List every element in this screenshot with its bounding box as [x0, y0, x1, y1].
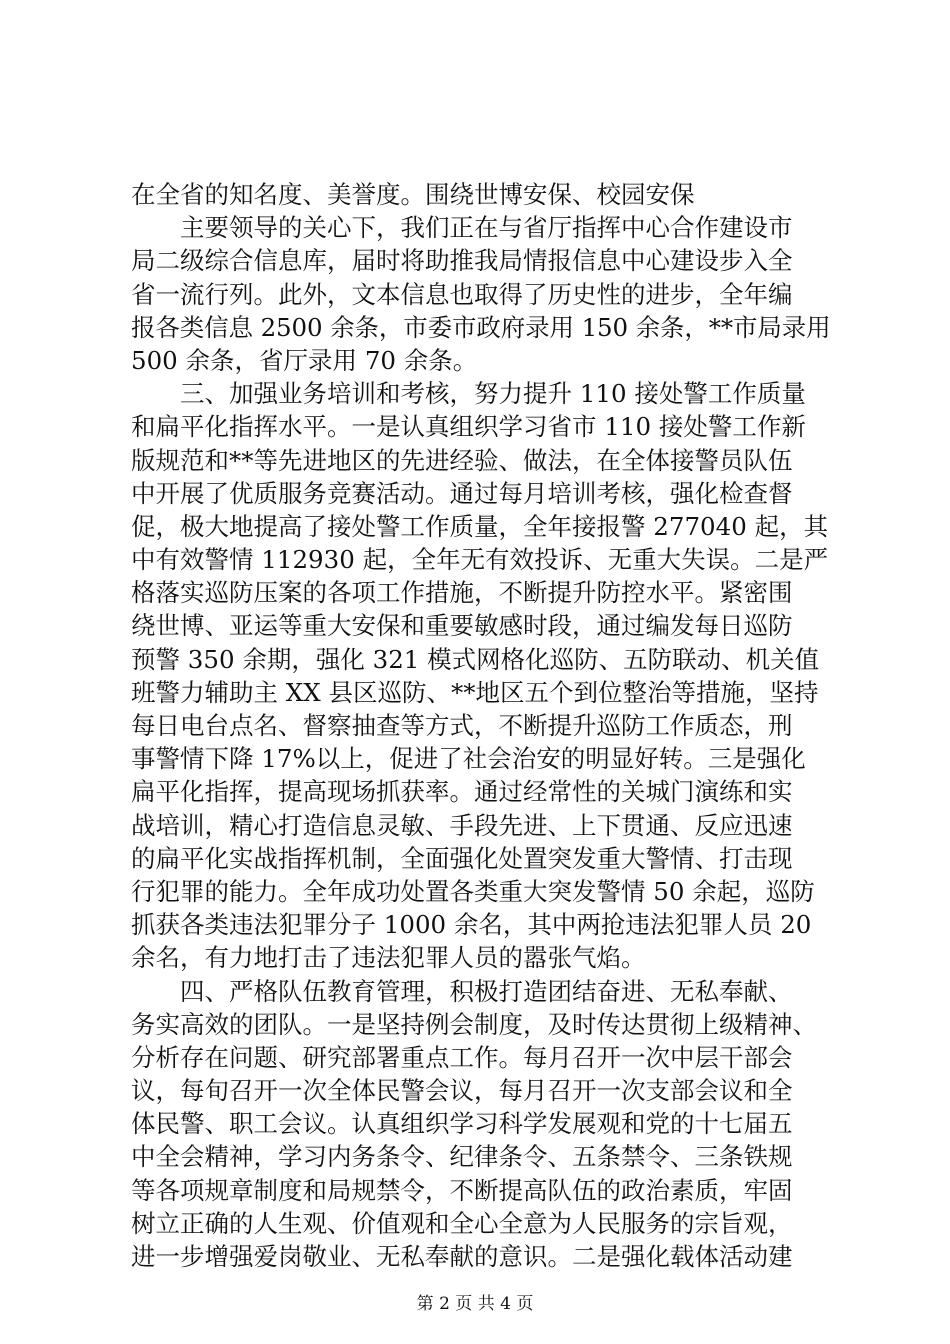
text-line: 战培训，精心打造信息灵敏、手段先进、上下贯通、反应迅速: [131, 810, 793, 840]
page-footer: 第 2 页 共 4 页: [416, 1294, 534, 1314]
text-line: 进一步增强爱岗敬业、无私奉献的意识。二是强化载体活动建: [131, 1242, 793, 1271]
text-line: 中有效警情 112930 起，全年无有效投诉、无重大失误。二是严: [131, 545, 829, 575]
text-line: 在全省的知名度、美誉度。围绕世博安保、校园安保: [131, 180, 695, 209]
text-line: 行犯罪的能力。全年成功处置各类重大突发警情 50 余起，巡防: [131, 876, 815, 906]
text-line: 事警情下降 17%以上，促进了社会治安的明显好转。三是强化: [131, 744, 806, 774]
text-line: 500 余条，省厅录用 70 余条。: [131, 345, 478, 375]
text-line: 预警 350 余期，强化 321 模式网格化巡防、五防联动、机关值: [131, 644, 820, 674]
text-line: 每日电台点名、督察抽查等方式，不断提升巡防工作质态，刑: [131, 711, 793, 740]
body-text: [131, 178, 831, 1273]
text-line: 务实高效的团队。一是坚持例会制度，及时传达贯彻上级精神、: [131, 1009, 817, 1039]
text-line: 中开展了优质服务竞赛活动。通过每月培训考核，强化检查督: [131, 478, 793, 508]
text-line: 树立正确的人生观、价值观和全心全意为人民服务的宗旨观，: [131, 1208, 793, 1238]
text-line: 余名，有力地打击了违法犯罪人员的嚣张气焰。: [131, 943, 646, 973]
text-line: 中全会精神，学习内务条令、纪律条令、五条禁令、三条铁规: [131, 1142, 793, 1172]
text-line: 议，每旬召开一次全体民警会议，每月召开一次支部会议和全: [131, 1076, 793, 1106]
text-line: 四、严格队伍教育管理，积极打造团结奋进、无私奉献、: [131, 976, 793, 1006]
text-line: 扁平化指挥，提高现场抓获率。通过经常性的关城门演练和实: [131, 777, 793, 807]
text-line: 分析存在问题、研究部署重点工作。每月召开一次中层干部会: [131, 1042, 793, 1072]
text-line: 等各项规章制度和局规禁令，不断提高队伍的政治素质，牢固: [131, 1175, 793, 1205]
text-line: 抓获各类违法犯罪分子 1000 余名，其中两抢违法犯罪人员 20: [131, 910, 812, 940]
text-line: 格落实巡防压案的各项工作措施，不断提升防控水平。紧密围: [131, 578, 793, 608]
text-line: 绕世博、亚运等重大安保和重要敏感时段，通过编发每日巡防: [131, 611, 793, 641]
text-line: 主要领导的关心下，我们正在与省厅指挥中心合作建设市: [131, 213, 793, 243]
text-line: 班警力辅助主 XX 县区巡防、**地区五个到位整治等措施，坚持: [131, 677, 819, 707]
text-line: 的扁平化实战指挥机制，全面强化处置突发重大警情、打击现: [131, 843, 793, 873]
text-line: 报各类信息 2500 余条，市委市政府录用 150 余条，**市局录用: [131, 312, 831, 342]
text-line: 体民警、职工会议。认真组织学习科学发展观和党的十七届五: [131, 1109, 793, 1139]
text-line: 和扁平化指挥水平。一是认真组织学习省市 110 接处警工作新: [131, 412, 806, 442]
text-line: 局二级综合信息库，届时将助推我局情报信息中心建设步入全: [131, 246, 793, 276]
text-line: 省一流行列。此外，文本信息也取得了历史性的进步，全年编: [131, 279, 793, 309]
text-line: 促，极大地提高了接处警工作质量，全年接报警 277040 起，其: [131, 511, 829, 541]
text-line: 三、加强业务培训和考核，努力提升 110 接处警工作质量: [131, 379, 806, 409]
text-line: 版规范和**等先进地区的先进经验、做法，在全体接警员队伍: [131, 445, 793, 475]
